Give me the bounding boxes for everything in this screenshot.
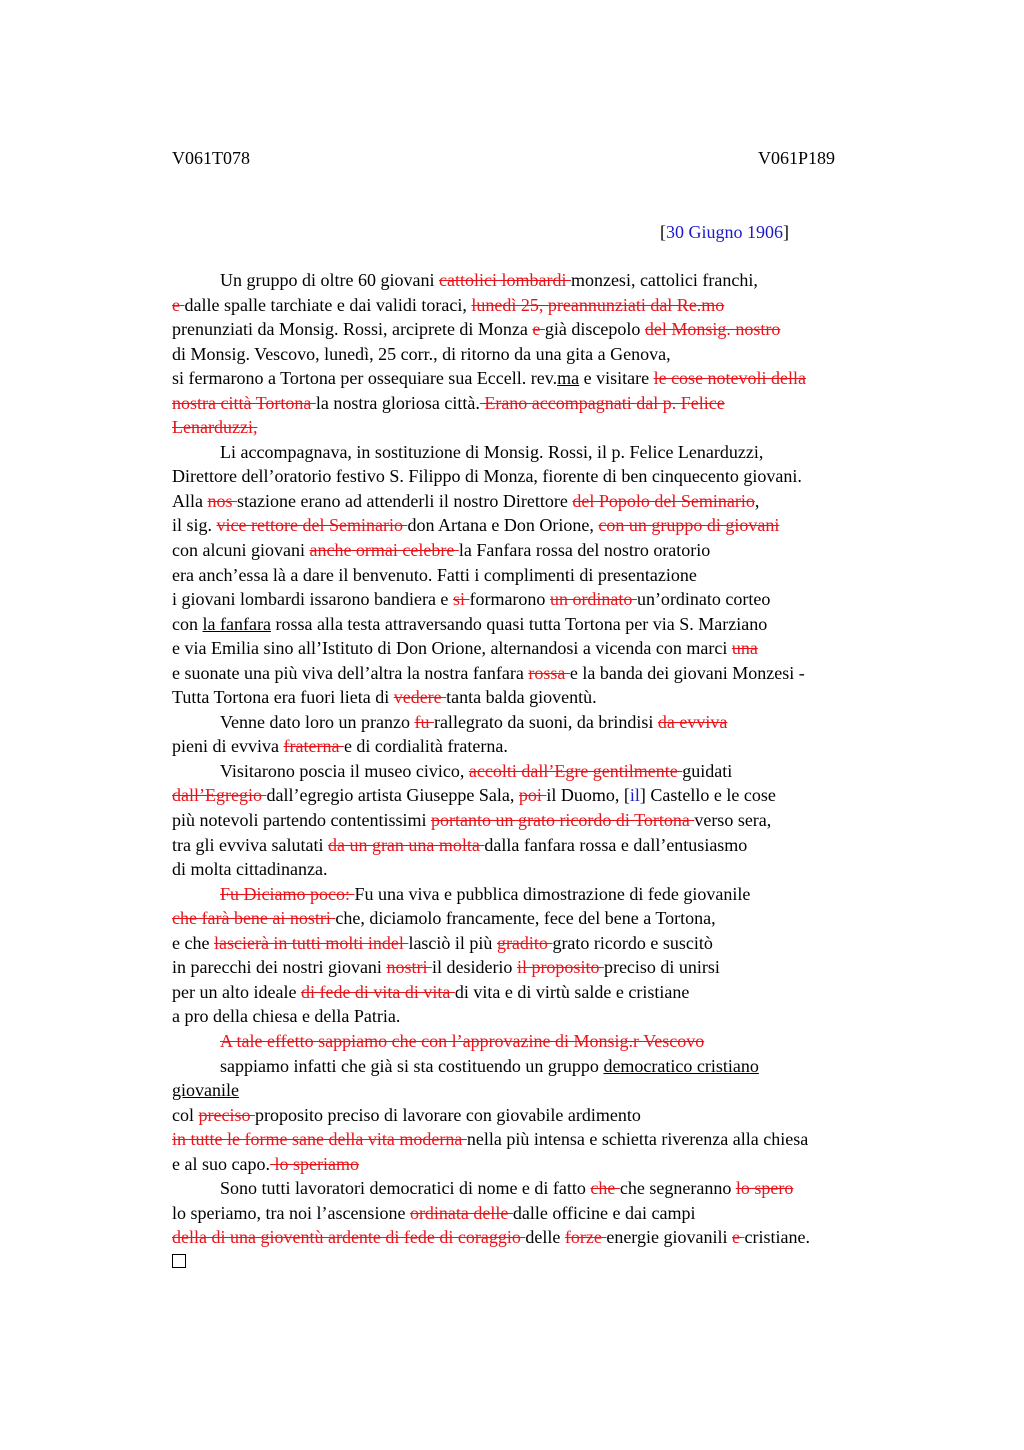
text-segment: dall’egregio artista Giuseppe Sala, xyxy=(266,785,519,806)
deleted-text: dall’Egregio xyxy=(172,785,267,806)
text-segment: , xyxy=(754,490,760,511)
text-line xyxy=(172,1152,932,1177)
text-segment: dalle officine e dai campi xyxy=(512,1202,696,1223)
text-segment: rallegrato da suoni, da brindisi xyxy=(433,711,658,732)
text-segment: lasciò il più xyxy=(408,932,497,953)
deleted-text: gradito xyxy=(496,932,553,953)
text-segment: i giovani lombardi issarono bandiera e xyxy=(172,589,453,610)
text-segment: che segneranno xyxy=(619,1178,736,1199)
text-segment: era anch’essa là a dare il benvenuto. Fatti i complimenti di presentazione xyxy=(172,564,697,585)
text-segment: Alla xyxy=(172,490,208,511)
deleted-text: fraterna xyxy=(283,736,344,757)
text-line xyxy=(172,1103,932,1128)
text-line xyxy=(172,1176,932,1201)
text-line xyxy=(172,906,932,931)
text-line xyxy=(172,833,932,858)
text-segment: proposito preciso di lavorare con giovabile ardimento xyxy=(254,1104,641,1125)
deleted-text: in tutte le forme sane della vita moderna xyxy=(172,1129,467,1150)
text-line xyxy=(172,513,932,538)
text-segment: il desiderio xyxy=(431,957,517,978)
deleted-text: le cose notevoli della xyxy=(653,368,807,389)
deleted-text: lo speriamo xyxy=(269,1153,359,1174)
text-segment: dalle spalle tarchiate e dai validi toraci, xyxy=(184,294,472,315)
text-segment: nella più intensa e schietta riverenza alla chiesa xyxy=(466,1129,809,1150)
text-segment: la nostra gloriosa città. xyxy=(315,392,480,413)
deleted-text: il proposito xyxy=(516,957,604,978)
deleted-text: cattolici lombardi xyxy=(438,270,571,290)
text-segment: stazione erano ad attenderli il nostro Direttore xyxy=(237,490,573,511)
text-segment: e la banda dei giovani Monzesi - xyxy=(569,662,805,683)
underlined-text: la fanfara xyxy=(202,613,271,634)
text-line xyxy=(172,1029,932,1054)
text-segment: col xyxy=(172,1104,199,1125)
text-line xyxy=(172,1225,932,1250)
text-line xyxy=(172,882,932,907)
text-segment: tra gli evviva salutati xyxy=(172,834,328,855)
text-line xyxy=(172,783,932,808)
text-segment: guidati xyxy=(682,760,733,781)
underlined-text: ma xyxy=(557,368,580,389)
editorial-insert: il xyxy=(629,785,640,806)
text-segment: Un gruppo di oltre 60 giovani xyxy=(220,270,439,290)
text-segment: don Artana e Don Orione, xyxy=(407,515,599,536)
text-line xyxy=(172,808,932,833)
text-line xyxy=(172,440,932,465)
document-date xyxy=(660,222,789,243)
deleted-text: Fu Diciamo poco: xyxy=(220,883,355,904)
text-segment: Venne dato loro un pranzo xyxy=(220,711,415,732)
deleted-text: Erano accompagnati dal p. Felice xyxy=(479,392,725,413)
text-segment: rossa alla testa attraversando quasi tutta Tortona per via S. Marziano xyxy=(270,613,768,634)
deleted-text: fu xyxy=(414,711,434,732)
text-segment: di molta cittadinanza. xyxy=(172,859,328,880)
deleted-text: vedere xyxy=(393,687,447,708)
text-segment: grato ricordo e suscitò xyxy=(552,932,713,953)
text-line xyxy=(172,1004,932,1029)
text-line xyxy=(172,489,932,514)
text-line xyxy=(172,391,932,416)
text-segment: delle xyxy=(525,1227,565,1248)
deleted-text: da un gran una molta xyxy=(327,834,485,855)
text-line xyxy=(172,980,932,1005)
underlined-text: giovanile xyxy=(172,1080,239,1101)
text-line xyxy=(172,268,932,293)
text-line xyxy=(172,931,932,956)
date-text: 30 Giugno 1906 xyxy=(666,222,783,242)
deleted-text: del Monsig. nostro xyxy=(644,319,781,340)
text-segment: prenunziati da Monsig. Rossi, arciprete di Monza xyxy=(172,319,533,340)
text-line xyxy=(172,1201,932,1226)
text-line xyxy=(172,1054,932,1079)
text-segment: con alcuni giovani xyxy=(172,540,310,561)
text-segment: già discepolo xyxy=(544,319,645,340)
text-segment: preciso di unirsi xyxy=(603,957,720,978)
text-segment: lo speriamo, tra noi l’ascensione xyxy=(172,1202,410,1223)
text-segment: formarono xyxy=(469,589,550,610)
text-segment: e che xyxy=(172,932,214,953)
deleted-text: nostri xyxy=(386,957,432,978)
text-line xyxy=(172,587,932,612)
document-code-left: V061T078 xyxy=(172,148,250,168)
text-segment: cristiane. xyxy=(744,1227,810,1248)
text-segment: e al suo capo. xyxy=(172,1153,270,1174)
deleted-text: del Popolo del Seminario xyxy=(572,490,755,511)
text-segment: con xyxy=(172,613,203,634)
text-segment: Li accompagnava, in sostituzione di Monsig. Rossi, il p. Felice Lenarduzzi, xyxy=(220,441,764,462)
deleted-text: della di una gioventù ardente di fede di coraggio xyxy=(172,1227,526,1248)
text-line xyxy=(172,1127,932,1152)
text-segment: più notevoli partendo contentissimi xyxy=(172,810,431,831)
deleted-text: ordinata delle xyxy=(409,1202,513,1223)
deleted-text: Lenarduzzi, xyxy=(172,417,258,438)
deleted-text: una xyxy=(731,638,758,659)
text-segment: un’ordinato corteo xyxy=(636,589,771,610)
deleted-text: un ordinato xyxy=(549,589,637,610)
text-segment: e di cordialità fraterna. xyxy=(343,736,508,757)
text-line xyxy=(172,317,932,342)
text-segment: di Monsig. Vescovo, lunedì, 25 corr., di ritorno da una gita a Genova, xyxy=(172,343,671,364)
end-marker-box xyxy=(172,1254,186,1272)
text-line xyxy=(172,563,932,588)
text-segment: e suonate una più viva dell’altra la nostra fanfara xyxy=(172,662,529,683)
text-line xyxy=(172,759,932,784)
text-segment: e visitare xyxy=(579,368,654,389)
text-segment: dalla fanfara rossa e dall’entusiasmo xyxy=(484,834,748,855)
deleted-text: vice rettore del Seminario xyxy=(216,515,408,536)
text-segment: il Duomo, [ xyxy=(546,785,630,806)
deleted-text: si xyxy=(452,589,470,610)
text-line xyxy=(172,661,932,686)
deleted-text: che farà bene ai nostri xyxy=(172,908,336,929)
text-segment: di vita e di virtù salde e cristiane xyxy=(454,981,690,1002)
text-segment: Fu una viva e pubblica dimostrazione di fede giovanile xyxy=(354,883,751,904)
deleted-text: rossa xyxy=(528,662,570,683)
text-segment: il sig. xyxy=(172,515,217,536)
deleted-text: A tale effetto sappiamo che con l’approvazine di Monsig.r Vescovo xyxy=(220,1030,705,1051)
text-segment: energie giovanili xyxy=(606,1227,732,1248)
text-line xyxy=(172,710,932,735)
deleted-text: accolti dall’Egre gentilmente xyxy=(468,760,683,781)
text-line xyxy=(172,612,932,637)
text-line xyxy=(172,685,932,710)
deleted-text: portanto un grato ricordo di Tortona xyxy=(430,810,695,831)
deleted-text: nos xyxy=(207,490,238,511)
text-segment: verso sera, xyxy=(694,810,772,831)
text-segment: che, diciamolo francamente, fece del bene a Tortona, xyxy=(335,908,716,929)
deleted-text: che xyxy=(590,1178,620,1199)
text-line xyxy=(172,857,932,882)
deleted-text: lunedì 25, preannunziati dal Re.mo xyxy=(471,294,725,315)
text-line xyxy=(172,366,932,391)
text-line xyxy=(172,415,932,440)
checkbox-square-icon xyxy=(172,1254,186,1268)
text-segment: ] Castello e le cose xyxy=(639,785,776,806)
text-line xyxy=(172,734,932,759)
text-line xyxy=(172,342,932,367)
deleted-text: e xyxy=(172,294,185,315)
text-line xyxy=(172,293,932,318)
text-segment: Sono tutti lavoratori democratici di nome e di fatto xyxy=(220,1178,591,1199)
deleted-text: e xyxy=(731,1227,745,1248)
text-segment: si fermarono a Tortona per ossequiare sua Eccell. rev. xyxy=(172,368,558,389)
deleted-text: poi xyxy=(518,785,547,806)
text-segment: pieni di evviva xyxy=(172,736,284,757)
text-segment: la Fanfara rossa del nostro oratorio xyxy=(458,540,711,561)
text-line xyxy=(172,636,932,661)
deleted-text: forze xyxy=(564,1227,607,1248)
text-segment: a pro della chiesa e della Patria. xyxy=(172,1006,401,1027)
document-body xyxy=(172,268,932,1250)
date-bracket-close: ] xyxy=(783,222,789,242)
text-segment: Visitarono poscia il museo civico, xyxy=(220,760,469,781)
text-line xyxy=(172,464,932,489)
deleted-text: anche ormai celebre xyxy=(309,540,459,561)
deleted-text: lo spero xyxy=(735,1178,794,1199)
deleted-text: lascierà in tutti molti indel xyxy=(213,932,409,953)
date-bracket-open: [ xyxy=(660,222,666,242)
text-line xyxy=(172,538,932,563)
text-line xyxy=(172,955,932,980)
document-code-right: V061P189 xyxy=(758,148,836,168)
deleted-text: nostra città Tortona xyxy=(172,392,316,413)
deleted-text: da evviva xyxy=(657,711,728,732)
text-segment: in parecchi dei nostri giovani xyxy=(172,957,387,978)
text-line xyxy=(172,1078,932,1103)
underlined-text: democratico cristiano xyxy=(603,1055,759,1076)
text-segment: Tutta Tortona era fuori lieta di xyxy=(172,687,394,708)
text-segment: monzesi, cattolici franchi, xyxy=(570,270,758,290)
deleted-text: preciso xyxy=(198,1104,255,1125)
text-segment: Direttore dell’oratorio festivo S. Filippo di Monza, fiorente di ben cinquecento giovani. xyxy=(172,466,802,487)
text-segment: per un alto ideale xyxy=(172,981,301,1002)
text-segment: e via Emilia sino all’Istituto di Don Orione, alternandosi a vicenda con marci xyxy=(172,638,732,659)
deleted-text: con un gruppo di giovani xyxy=(598,515,780,536)
text-segment: sappiamo infatti che già si sta costituendo un gruppo xyxy=(220,1055,604,1076)
text-segment: tanta balda gioventù. xyxy=(446,687,597,708)
deleted-text: di fede di vita di vita xyxy=(300,981,455,1002)
deleted-text: e xyxy=(532,319,545,340)
